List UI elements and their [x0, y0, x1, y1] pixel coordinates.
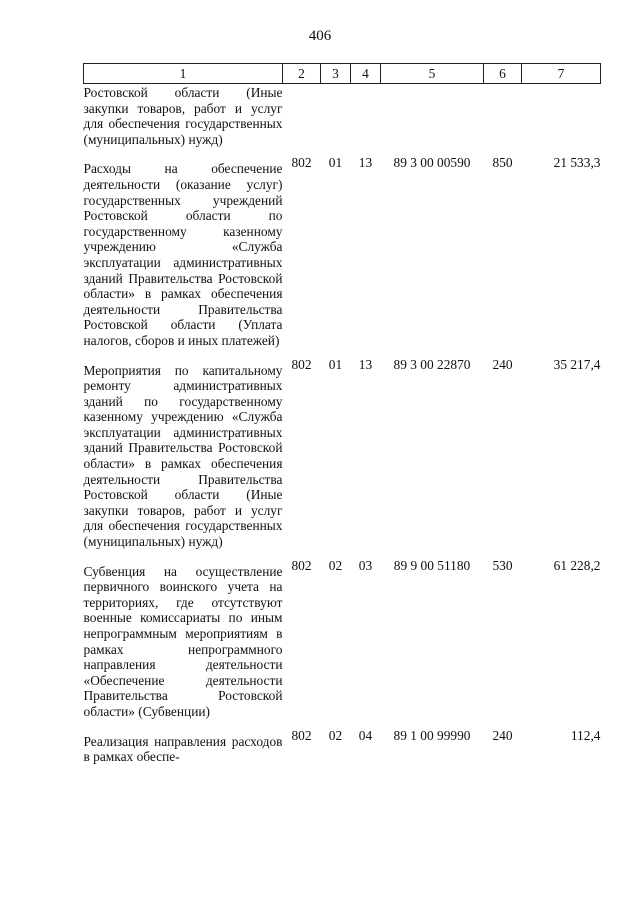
header-col-7: 7 — [522, 64, 601, 84]
row-section-code: 02 — [328, 557, 343, 573]
table-row — [84, 84, 601, 156]
row-description: Реализация направления расходов в рамках обеспе- — [83, 733, 283, 765]
row-amount: 21 533,3 — [553, 155, 601, 171]
row-ministry-code: 802 — [291, 356, 312, 372]
row-expense-type: 530 — [492, 557, 513, 573]
row-description: Ростовской области (Иные закупки товаров, работ и услуг для обеспечения государственных (муниципальных) нужд) — [83, 85, 283, 147]
row-subsection-code: 03 — [358, 557, 373, 573]
header-row — [84, 64, 601, 84]
row-section-code: 01 — [328, 356, 343, 372]
row-subsection-code: 04 — [358, 727, 373, 743]
row-ministry-code — [283, 84, 321, 156]
table-row — [84, 558, 601, 728]
table-row — [84, 357, 601, 558]
budget-table — [83, 63, 601, 773]
row-description: Мероприятия по капитальному ремонту административных зданий по государственному казенному учреждению «Служба эксплуатации административных зданий Правительства Ростовской области» в рамках обеспечения деятельности Правительства Ростовской области (Иные закупки товаров, работ и услуг для обеспечения государственных (муниципальных) нужд) — [83, 362, 283, 550]
table-row — [84, 728, 601, 773]
header-col-6: 6 — [484, 64, 522, 84]
row-subsection-code: 13 — [358, 356, 373, 372]
row-section-code: 02 — [328, 727, 343, 743]
row-ministry-code: 802 — [291, 155, 312, 171]
row-target-article — [381, 84, 484, 156]
header-col-5: 5 — [381, 64, 484, 84]
header-col-3: 3 — [321, 64, 351, 84]
row-amount: 61 228,2 — [553, 557, 601, 573]
row-ministry-code: 802 — [291, 727, 312, 743]
row-section-code — [321, 84, 351, 156]
row-description: Субвенция на осуществление первичного воинского учета на территориях, где отсутствуют военные комиссариаты по иным непрограммным мероприятиям в рамках непрограммного направления деятельности «Обеспечение деятельности Правительства Ростовской области» (Субвенции) — [83, 563, 283, 719]
page-number: 406 — [308, 28, 332, 44]
row-ministry-code: 802 — [291, 557, 312, 573]
row-subsection-code: 13 — [358, 155, 373, 171]
row-expense-type — [484, 84, 522, 156]
row-target-article: 89 3 00 00590 — [393, 155, 471, 171]
row-expense-type: 240 — [492, 727, 513, 743]
header-col-2: 2 — [283, 64, 321, 84]
row-subsection-code — [351, 84, 381, 156]
row-target-article: 89 3 00 22870 — [393, 356, 471, 372]
row-description: Расходы на обеспечение деятельности (оказание услуг) государственных учреждений Ростовской области по государственному казенному учреждению «Служба эксплуатации административных зданий Правительства Ростовской области» в рамках обеспечения деятельности Правительства Ростовской области (Уплата налогов, сборов и иных платежей) — [83, 161, 283, 348]
row-section-code: 01 — [328, 155, 343, 171]
row-expense-type: 850 — [492, 155, 513, 171]
row-expense-type: 240 — [492, 356, 513, 372]
row-target-article: 89 1 00 99990 — [393, 727, 471, 743]
row-amount — [522, 84, 601, 156]
row-amount: 35 217,4 — [553, 356, 601, 372]
header-col-4: 4 — [351, 64, 381, 84]
row-amount: 112,4 — [570, 727, 601, 743]
row-target-article: 89 9 00 51180 — [393, 557, 471, 573]
header-col-1: 1 — [84, 64, 283, 84]
table-row — [84, 155, 601, 356]
